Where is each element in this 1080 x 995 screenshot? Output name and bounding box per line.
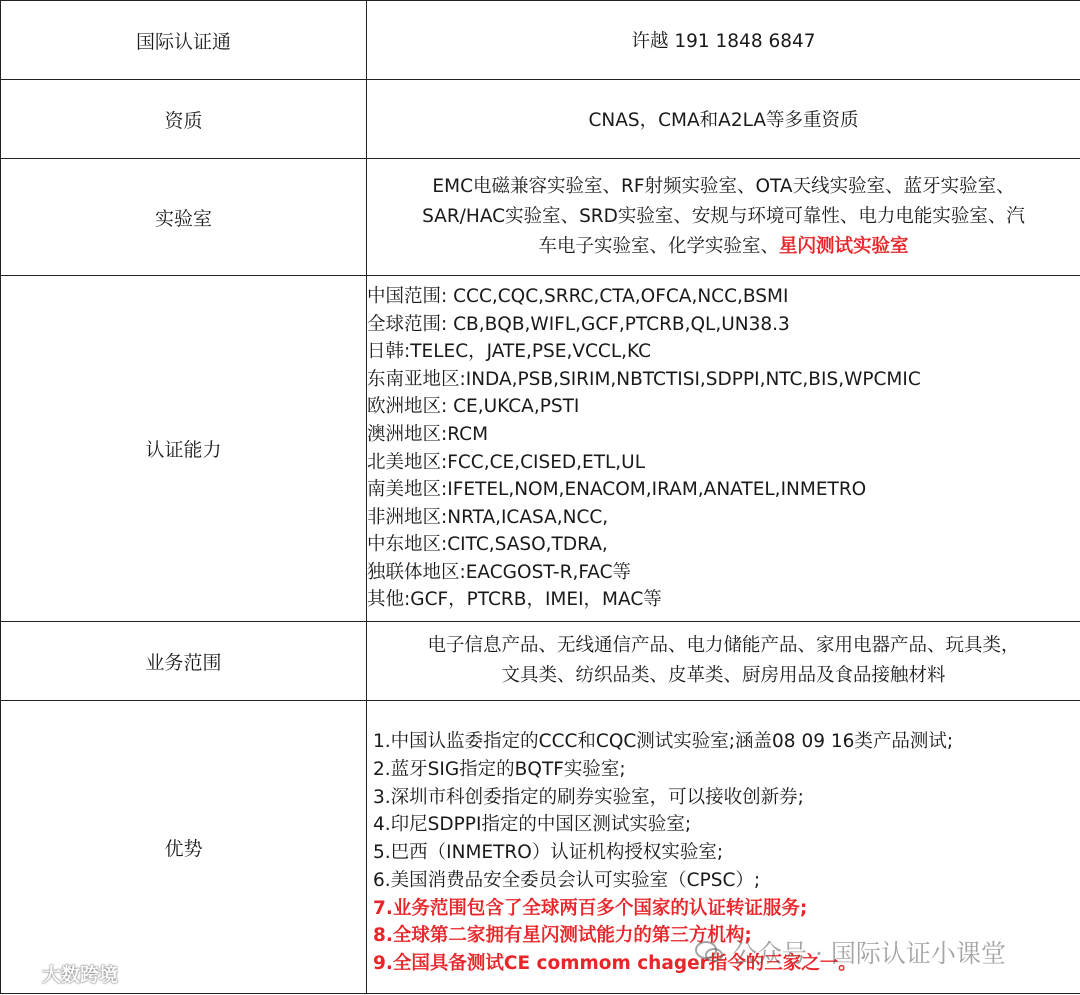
weibo-icon — [10, 964, 36, 984]
row-label-certification: 认证能力 — [1, 276, 367, 622]
advantage-line-highlight: 9.全国具备测试CE commom chager指令的三家之一。 — [373, 952, 857, 974]
watermark-left-text: 大数跨境 — [42, 964, 119, 986]
lab-line — [367, 232, 1080, 262]
wechat-icon — [694, 939, 724, 965]
row-label-advantages: 优势 — [1, 701, 367, 994]
cert-line: 日韩:TELEC，JATE,PSE,VCCL,KC — [367, 341, 652, 363]
lab-line: SAR/HAC实验室、SRD实验室、安规与环境可靠性、电力电能实验室、汽 — [422, 206, 1025, 227]
advantage-line: 4.印尼SDPPI指定的中国区测试实验室; — [373, 814, 692, 836]
advantage-line-highlight: 7.业务范围包含了全球两百多个国家的认证转证服务; — [373, 897, 808, 919]
cert-line: 南美地区:IFETEL,NOM,ENACOM,IRAM,ANATEL,INMETRO — [367, 479, 867, 501]
cert-line: 澳洲地区:RCM — [367, 423, 489, 445]
row-value-qualification: CNAS，CMA和A2LA等多重资质 — [367, 80, 1080, 159]
table-row-contact — [1, 1, 1080, 80]
watermark-right — [694, 934, 1006, 970]
cert-line: 东南亚地区:INDA,PSB,SIRIM,NBTCTISI,SDPPI,NTC,BIS,WPCMIC — [367, 368, 921, 390]
cert-line: 其他:GCF，PTCRB，IMEI，MAC等 — [367, 589, 662, 611]
table-row-business-scope — [1, 622, 1080, 701]
cert-line: 非洲地区:NRTA,ICASA,NCC, — [367, 506, 609, 528]
lab-highlight: 星闪测试实验室 — [779, 236, 909, 257]
watermark-right-text: 公众号 · 国际认证小课堂 — [732, 939, 1006, 968]
advantage-line: 6.美国消费品安全委员会认可实验室（CPSC）; — [373, 869, 761, 891]
scope-line: 电子信息产品、无线通信产品、电力储能产品、家用电器产品、玩具类， — [427, 635, 1020, 656]
advantage-line: 2.蓝牙SIG指定的BQTF实验室; — [373, 759, 626, 781]
cert-line: 全球范围: CB,BQB,WIFL,GCF,PTCRB,QL,UN38.3 — [367, 313, 790, 335]
row-label-laboratory: 实验室 — [1, 159, 367, 276]
row-label-contact: 国际认证通 — [1, 1, 367, 80]
row-value-contact: 许越 191 1848 6847 — [367, 1, 1080, 80]
advantage-line-highlight: 8.全球第二家拥有星闪测试能力的第三方机构; — [373, 925, 752, 947]
row-label-qualification: 资质 — [1, 80, 367, 159]
lab-line-prefix: 车电子实验室、化学实验室、 — [538, 236, 779, 257]
cert-line: 北美地区:FCC,CE,CISED,ETL,UL — [367, 451, 646, 473]
table-row-laboratory — [1, 159, 1080, 276]
row-label-business-scope: 业务范围 — [1, 622, 367, 701]
cert-line: 欧洲地区: CE,UKCA,PSTI — [367, 396, 580, 418]
advantage-line: 5.巴西（INMETRO）认证机构授权实验室; — [373, 842, 724, 864]
row-value-laboratory — [367, 159, 1080, 276]
cert-line: 独联体地区:EACGOST-R,FAC等 — [367, 561, 632, 583]
watermark-left — [10, 960, 118, 987]
advantage-line: 1.中国认监委指定的CCC和CQC测试实验室;涵盖08 09 16类产品测试; — [373, 731, 954, 753]
scope-line: 文具类、纺织品类、皮革类、厨房用品及食品接触材料 — [501, 665, 946, 686]
row-value-business-scope — [367, 622, 1080, 701]
table-row-qualification — [1, 80, 1080, 159]
advantage-line: 3.深圳市科创委指定的刷券实验室，可以接收创新券; — [373, 786, 804, 808]
lab-line: EMC电磁兼容实验室、RF射频实验室、OTA天线实验室、蓝牙实验室、 — [432, 176, 1015, 197]
row-value-certification — [367, 276, 1080, 622]
cert-line: 中国范围: CCC,CQC,SRRC,CTA,OFCA,NCC,BSMI — [367, 285, 789, 307]
table-row-certification — [1, 276, 1080, 622]
cert-line: 中东地区:CITC,SASO,TDRA, — [367, 534, 608, 556]
